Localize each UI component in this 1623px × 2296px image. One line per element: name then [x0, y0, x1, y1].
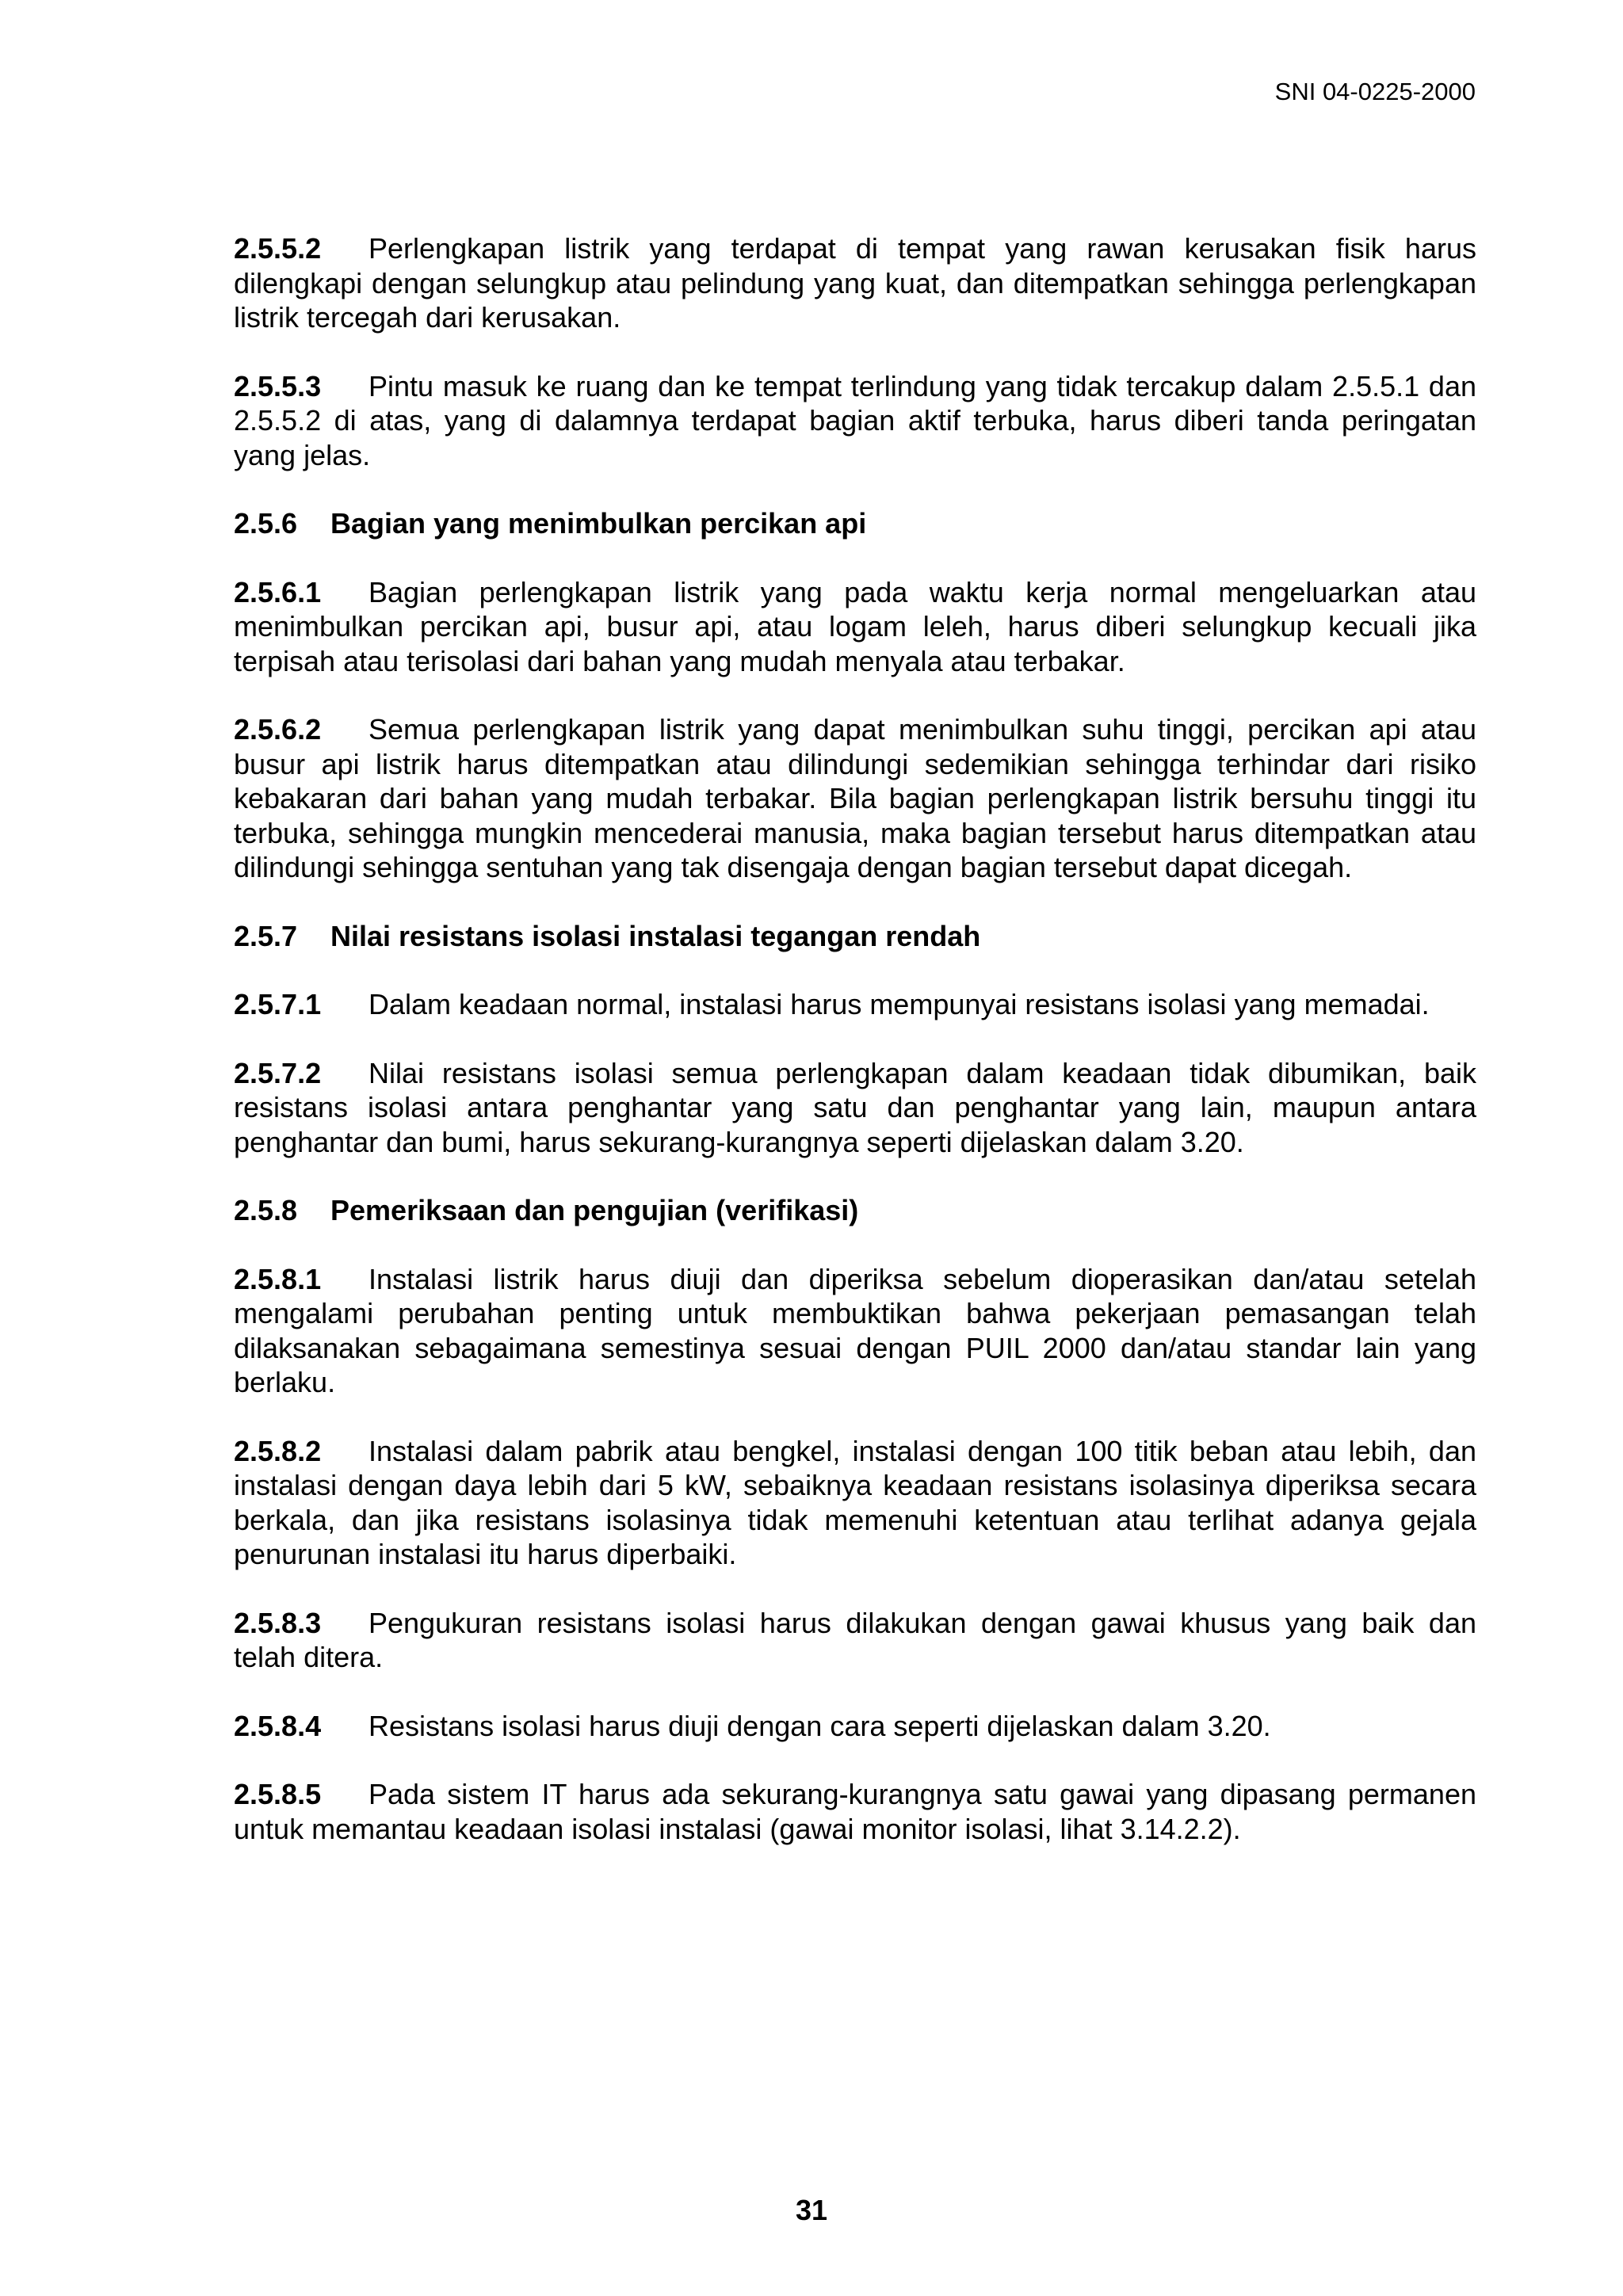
section-2-5-8-1 [234, 1262, 1476, 1400]
section-text: Perlengkapan listrik yang terdapat di tempat yang rawan kerusakan fisik harus dilengkapi dengan selungkup atau pelindung yang kuat, dan ditempatkan sehingga perlengkapan listrik tercegah dari kerusakan. [234, 232, 1476, 334]
section-text: Pintu masuk ke ruang dan ke tempat terlindung yang tidak tercakup dalam 2.5.5.1 dan 2.5.5.2 di atas, yang di dalamnya terdapat bagian aktif terbuka, harus diberi tanda peringatan yang jelas. [234, 369, 1476, 471]
section-2-5-7-1 [234, 987, 1476, 1022]
heading-2-5-8 [234, 1193, 1476, 1228]
section-2-5-5-3 [234, 369, 1476, 473]
section-2-5-7-2 [234, 1056, 1476, 1160]
section-text: Semua perlengkapan listrik yang dapat menimbulkan suhu tinggi, percikan api atau busur api listrik harus ditempatkan atau dilindungi sedemikian sehingga terhindar dari risiko kebakaran dari bahan yang mudah terbakar. Bila bagian perlengkapan listrik bersuhu tinggi itu terbuka, sehingga mungkin mencederai manusia, maka bagian tersebut harus ditempatkan atau dilindungi sehingga sentuhan yang tak disengaja dengan bagian tersebut dapat dicegah. [234, 713, 1476, 883]
document-body [234, 231, 1476, 1880]
document-code: SNI 04-0225-2000 [1274, 78, 1476, 105]
section-text: Pengukuran resistans isolasi harus dilakukan dengan gawai khusus yang baik dan telah ditera. [234, 1606, 1476, 1673]
section-2-5-8-3 [234, 1606, 1476, 1675]
section-number: 2.5.8.1 [234, 1262, 322, 1295]
section-number: 2.5.8.3 [234, 1606, 322, 1639]
heading-number: 2.5.6 [234, 507, 298, 540]
section-2-5-8-2 [234, 1434, 1476, 1572]
section-number: 2.5.8.5 [234, 1778, 322, 1810]
section-number: 2.5.7.2 [234, 1056, 322, 1089]
heading-title: Nilai resistans isolasi instalasi tegangan rendah [330, 919, 981, 952]
section-number: 2.5.8.4 [234, 1709, 322, 1742]
section-2-5-6-2 [234, 712, 1476, 885]
heading-title: Pemeriksaan dan pengujian (verifikasi) [330, 1194, 859, 1226]
section-number: 2.5.5.3 [234, 369, 322, 402]
section-text: Nilai resistans isolasi semua perlengkapan dalam keadaan tidak dibumikan, baik resistans isolasi antara penghantar yang satu dan penghantar yang lain, maupun antara penghantar dan bumi, harus sekurang-kurangnya seperti dijelaskan dalam 3.20. [234, 1056, 1476, 1158]
section-2-5-8-5 [234, 1777, 1476, 1846]
section-number: 2.5.8.2 [234, 1434, 322, 1467]
section-text: Pada sistem IT harus ada sekurang-kurangnya satu gawai yang dipasang permanen untuk memantau keadaan isolasi instalasi (gawai monitor isolasi, lihat 3.14.2.2). [234, 1778, 1476, 1845]
section-number: 2.5.6.2 [234, 713, 322, 746]
heading-number: 2.5.7 [234, 919, 298, 952]
section-2-5-6-1 [234, 575, 1476, 679]
heading-number: 2.5.8 [234, 1194, 298, 1226]
page-number: 31 [795, 2194, 828, 2226]
section-text: Instalasi dalam pabrik atau bengkel, instalasi dengan 100 titik beban atau lebih, dan instalasi dengan daya lebih dari 5 kW, sebaiknya keadaan resistans isolasinya diperiksa secara berkala, dan jika resistans isolasinya tidak memenuhi ketentuan atau terlihat adanya gejala penurunan instalasi itu harus diperbaiki. [234, 1434, 1476, 1570]
section-2-5-5-2 [234, 231, 1476, 335]
section-text: Resistans isolasi harus diuji dengan cara seperti dijelaskan dalam 3.20. [369, 1709, 1271, 1742]
heading-2-5-6 [234, 506, 1476, 541]
section-2-5-8-4 [234, 1709, 1476, 1744]
section-number: 2.5.7.1 [234, 988, 322, 1020]
section-number: 2.5.6.1 [234, 575, 322, 608]
section-number: 2.5.5.2 [234, 232, 322, 265]
section-text: Instalasi listrik harus diuji dan diperiksa sebelum dioperasikan dan/atau setelah mengalami perubahan penting untuk membuktikan bahwa pekerjaan pemasangan telah dilaksanakan sebagaimana semestinya sesuai dengan PUIL 2000 dan/atau standar lain yang berlaku. [234, 1262, 1476, 1398]
section-text: Dalam keadaan normal, instalasi harus mempunyai resistans isolasi yang memadai. [369, 988, 1430, 1020]
heading-2-5-7 [234, 919, 1476, 954]
heading-title: Bagian yang menimbulkan percikan api [330, 507, 867, 540]
section-text: Bagian perlengkapan listrik yang pada waktu kerja normal mengeluarkan atau menimbulkan percikan api, busur api, atau logam leleh, harus diberi selungkup kecuali jika terpisah atau terisolasi dari bahan yang mudah menyala atau terbakar. [234, 575, 1476, 677]
